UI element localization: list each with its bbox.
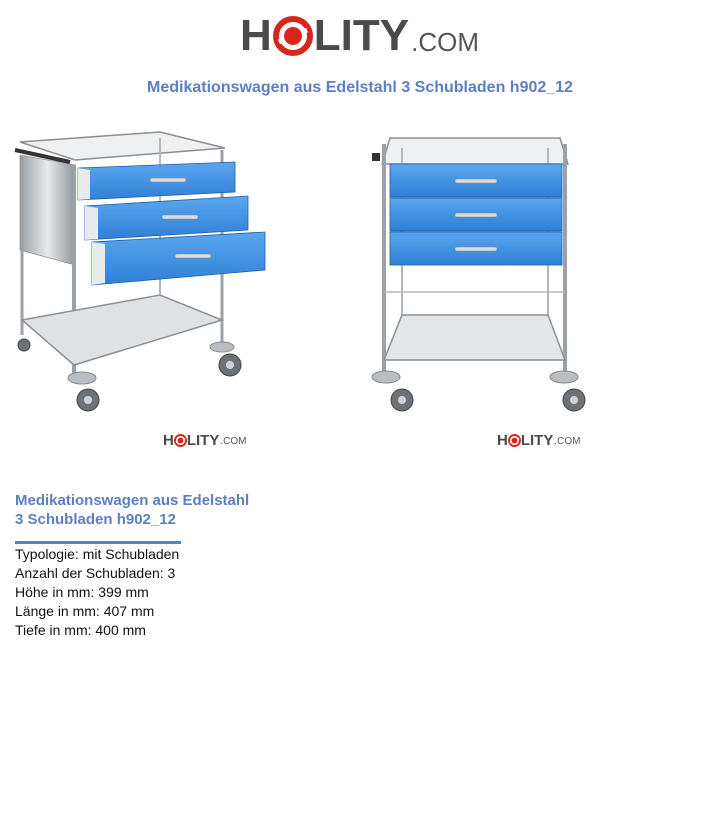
spec-typology: Typologie: mit Schubladen	[15, 546, 180, 562]
brand-suffix: .COM	[554, 436, 581, 447]
brand-suffix: .COM	[411, 27, 479, 57]
brand-letters-lity: LITY	[313, 11, 410, 60]
spec-list	[15, 545, 179, 640]
cart-angled-image	[10, 120, 275, 420]
title-divider	[15, 541, 181, 544]
brand-letter-h: H	[163, 432, 174, 449]
brand-letter-h: H	[240, 11, 272, 60]
spec-drawer-count: Anzahl der Schubladen: 3	[15, 565, 176, 581]
product-title-line1: Medikationswagen aus Edelstahl	[15, 492, 250, 509]
brand-logo[interactable]	[240, 11, 479, 60]
brand-letter-h: H	[497, 432, 508, 449]
brand-o-mark-icon	[508, 434, 521, 448]
brand-o-mark-icon	[174, 434, 187, 448]
spec-height: Höhe in mm: 399 mm	[15, 584, 149, 600]
brand-suffix: .COM	[220, 436, 247, 447]
brand-letters-lity: LITY	[520, 432, 554, 449]
page-title: Medikationswagen aus Edelstahl 3 Schubladen h902_12	[147, 79, 573, 96]
spec-depth: Tiefe in mm: 400 mm	[15, 622, 146, 638]
brand-letters-lity: LITY	[186, 432, 220, 449]
cart-front-image	[360, 120, 600, 420]
product-title-line2: 3 Schubladen h902_12	[15, 511, 176, 528]
brand-logo-small	[163, 433, 246, 448]
product-title	[15, 491, 285, 529]
brand-logo-small	[497, 433, 580, 448]
spec-length: Länge in mm: 407 mm	[15, 603, 155, 619]
brand-o-mark-icon	[272, 16, 314, 58]
